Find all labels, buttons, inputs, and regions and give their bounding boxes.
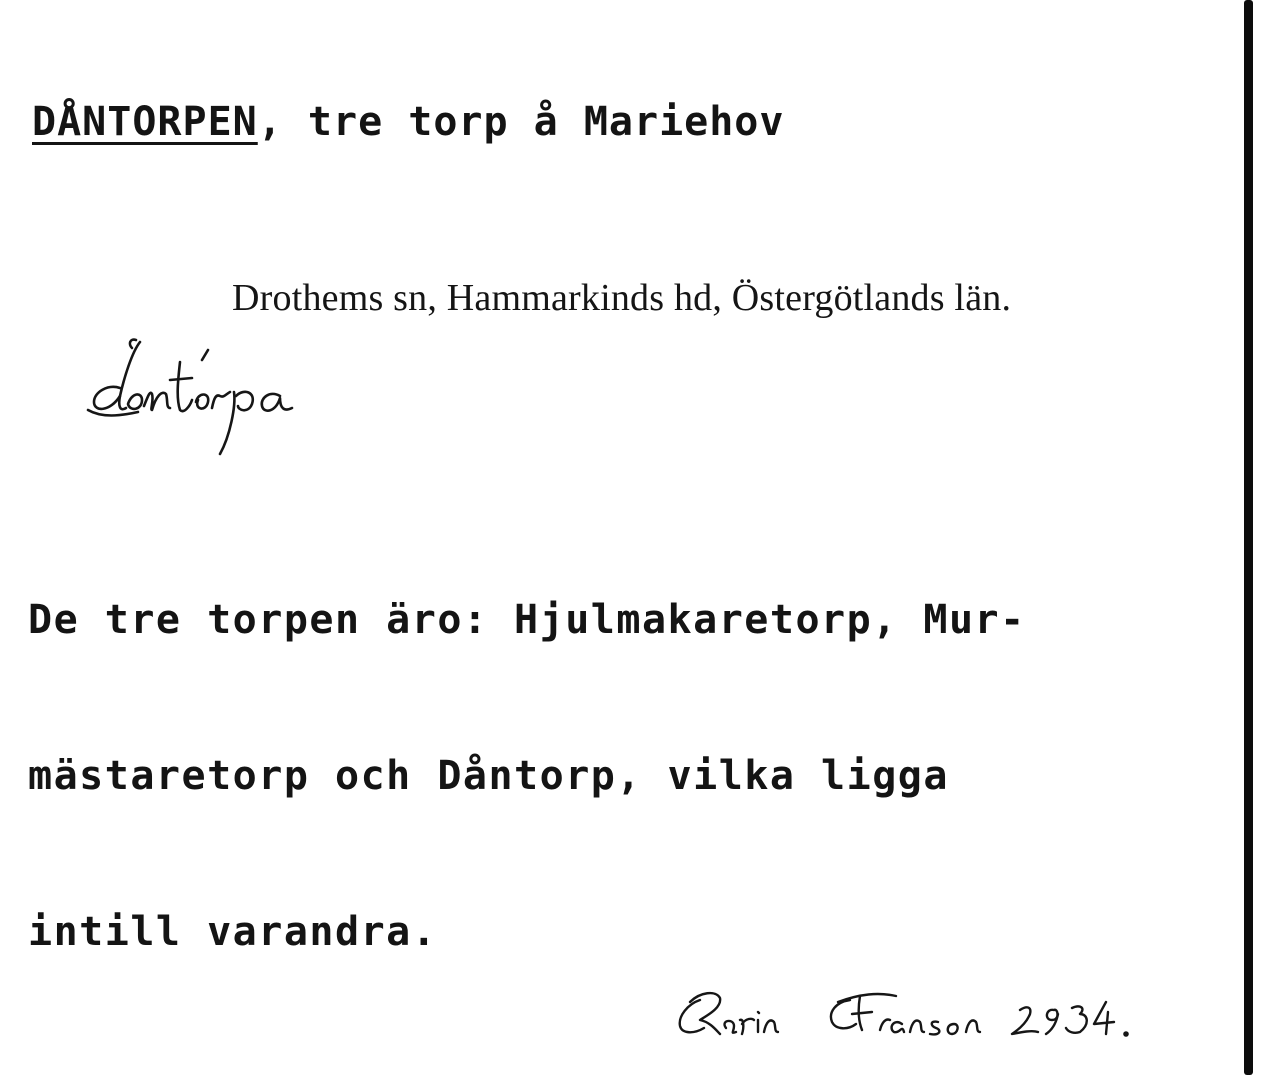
card-heading: [32, 92, 784, 152]
body-line: mästaretorp och Dåntorp, vilka ligga: [28, 753, 949, 799]
signature-handwriting: [660, 980, 1180, 1070]
heading-rest: , tre torp å Mariehov: [257, 99, 785, 145]
body-line: De tre torpen äro: Hjulmakaretorp, Mur-: [28, 597, 1026, 643]
body-line: intill varandra.: [28, 909, 438, 955]
card-edge: [1244, 0, 1253, 1075]
card-body: [28, 490, 1026, 1062]
dialect-form-handwriting: [80, 326, 460, 466]
headword: DÅNTORPEN: [32, 99, 258, 145]
parish-line: Drothems sn, Hammarkinds hd, Östergötlands län.: [232, 277, 1012, 319]
